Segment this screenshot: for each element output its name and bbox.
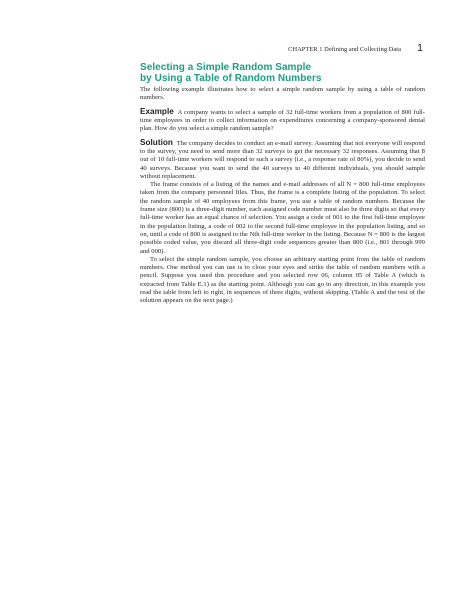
example-text: A company wants to select a sample of 32 full-time workers from a population of 800 full-time employees in order to collect information on expenditures concerning a company-sponsored dental plan. How do you select a simple random sample? xyxy=(140,108,425,133)
solution-text-1: The company decides to conduct an e-mail survey. Assuming that not everyone will respond to the survey, you need to send more than 32 surveys to get the necessary 32 responses. Assuming that 8 out of 10 full-time workers will respond to such a survey (i.e., a response rate of 80%), you decide to send 40 surveys. Because you want to send the 40 surveys to 40 different individuals, you should sample without replacement. xyxy=(140,139,425,180)
section-title-line2: by Using a Table of Random Numbers xyxy=(140,72,322,84)
solution-label: Solution xyxy=(140,137,173,147)
solution-paragraph-1 xyxy=(140,139,425,181)
intro-paragraph: The following example illustrates how to select a simple random sample by using a table of random numbers. xyxy=(140,86,425,102)
solution-paragraph-3: To select the simple random sample, you choose an arbitrary starting point from the table of random numbers. One method you can use is to close your eyes and strike the table of random numbers with a pencil. Suppose you used this procedure and you selected row 06, column 05 of Table A (which is extracted from Table E.1) as the starting point. Although you can go in any direction, in this example you read the table from left to right, in sequences of three digits, without skipping. (Table A and the rest of the solution appears on the next page.) xyxy=(140,255,425,305)
chapter-heading: CHAPTER 1 Defining and Collecting Data xyxy=(288,46,401,53)
main-content xyxy=(140,63,425,306)
running-header xyxy=(140,43,423,59)
example-label: Example xyxy=(140,106,174,116)
page-number: 1 xyxy=(417,42,423,54)
section-title xyxy=(140,63,425,84)
example-paragraph xyxy=(140,108,425,134)
solution-paragraph-2: The frame consists of a listing of the names and e-mail addresses of all N = 800 full-time employees taken from the company personnel files. Thus, the frame is a complete listing of the population. To select the random sample of 40 employees from this frame, you use a table of random numbers. Because the frame size (800) is a three-digit number, each assigned code number must also be three digits so that every full-time worker has an equal chance of selection. You assign a code of 001 to the first full-time employee in the population listing, a code of 002 to the second full-time employee in the population listing, and so on, until a code of 800 is assigned to the Nth full-time worker in the listing. Because N = 800 is the largest possible coded value, you discard all three-digit code sequences greater than 800 (i.e., 801 through 999 and 000). xyxy=(140,181,425,255)
section-title-line1: Selecting a Simple Random Sample xyxy=(140,62,312,73)
